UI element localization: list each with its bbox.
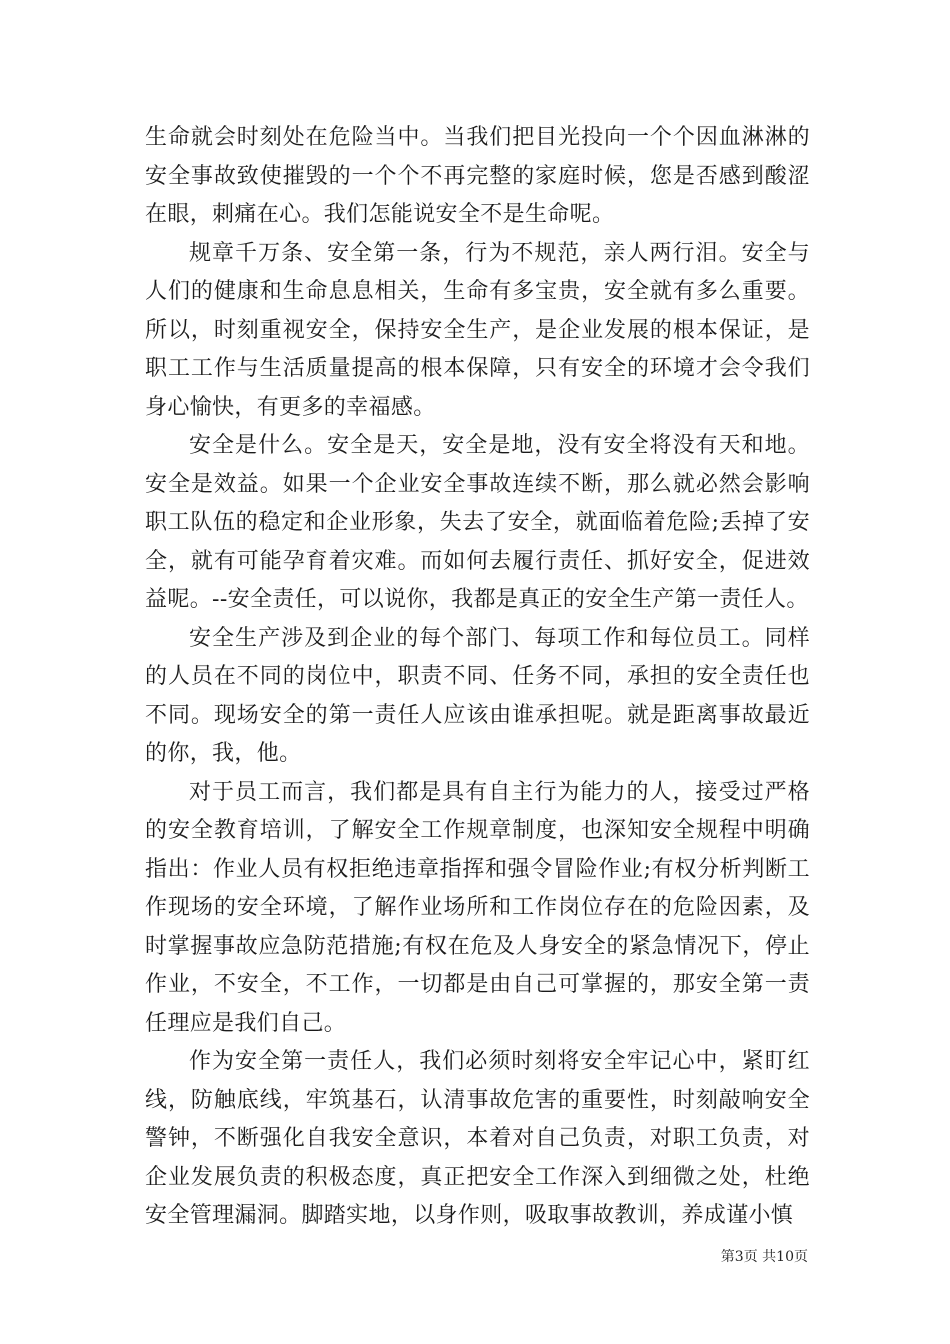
paragraph-3: 安全是什么。安全是天，安全是地，没有安全将没有天和地。安全是效益。如果一个企业安全事故连续不断，那么就必然会影响职工队伍的稳定和企业形象，失去了安全，就面临着危险;丢掉了安全，就有可能孕育着灾难。而如何去履行责任、抓好安全，促进效益呢。--安全责任，可以说你，我都是真正的安全生产第一责任人。 [145, 433, 810, 612]
footer-total-pages: 10 [776, 1249, 794, 1265]
paragraph-4: 安全生产涉及到企业的每个部门、每项工作和每位员工。同样的人员在不同的岗位中，职责不同、任务不同，承担的安全责任也不同。现场安全的第一责任人应该由谁承担呢。就是距离事故最近的你，我，他。 [145, 625, 810, 766]
paragraph-1: 生命就会时刻处在危险当中。当我们把目光投向一个个因血淋淋的安全事故致使摧毁的一个个不再完整的家庭时候，您是否感到酸涩在眼，刺痛在心。我们怎能说安全不是生命呢。 [145, 125, 810, 227]
paragraph-5: 对于员工而言，我们都是具有自主行为能力的人，接受过严格的安全教育培训，了解安全工作规章制度，也深知安全规程中明确指出：作业人员有权拒绝违章指挥和强令冒险作业;有权分析判断工作现场的安全环境，了解作业场所和工作岗位存在的危险因素，及时掌握事故应急防范措施;有权在危及人身安全的紧急情况下，停止作业，不安全，不工作，一切都是由自己可掌握的，那安全第一责任理应是我们自己。 [145, 779, 810, 1036]
paragraph-2: 规章千万条、安全第一条，行为不规范，亲人两行泪。安全与人们的健康和生命息息相关，生命有多宝贵，安全就有多么重要。所以，时刻重视安全，保持安全生产，是企业发展的根本保证，是职工工作与生活质量提高的根本保障，只有安全的环境才会令我们身心愉快，有更多的幸福感。 [145, 240, 810, 420]
paragraph-6: 作为安全第一责任人，我们必须时刻将安全牢记心中，紧盯红线，防触底线，牢筑基石，认清事故危害的重要性，时刻敲响安全警钟，不断强化自我安全意识，本着对自己负责，对职工负责，对企业发展负责的积极态度，真正把安全工作深入到细微之处，杜绝安全管理漏洞。脚踏实地，以身作则，吸取事故教训，养成谨小慎 [145, 1049, 810, 1228]
footer-current-page: 3 [734, 1249, 744, 1265]
page-footer [0, 1246, 808, 1266]
footer-prefix: 第 [720, 1249, 735, 1265]
footer-middle: 页 共 [743, 1249, 777, 1265]
footer-suffix: 页 [794, 1249, 808, 1265]
document-body [145, 119, 810, 1236]
